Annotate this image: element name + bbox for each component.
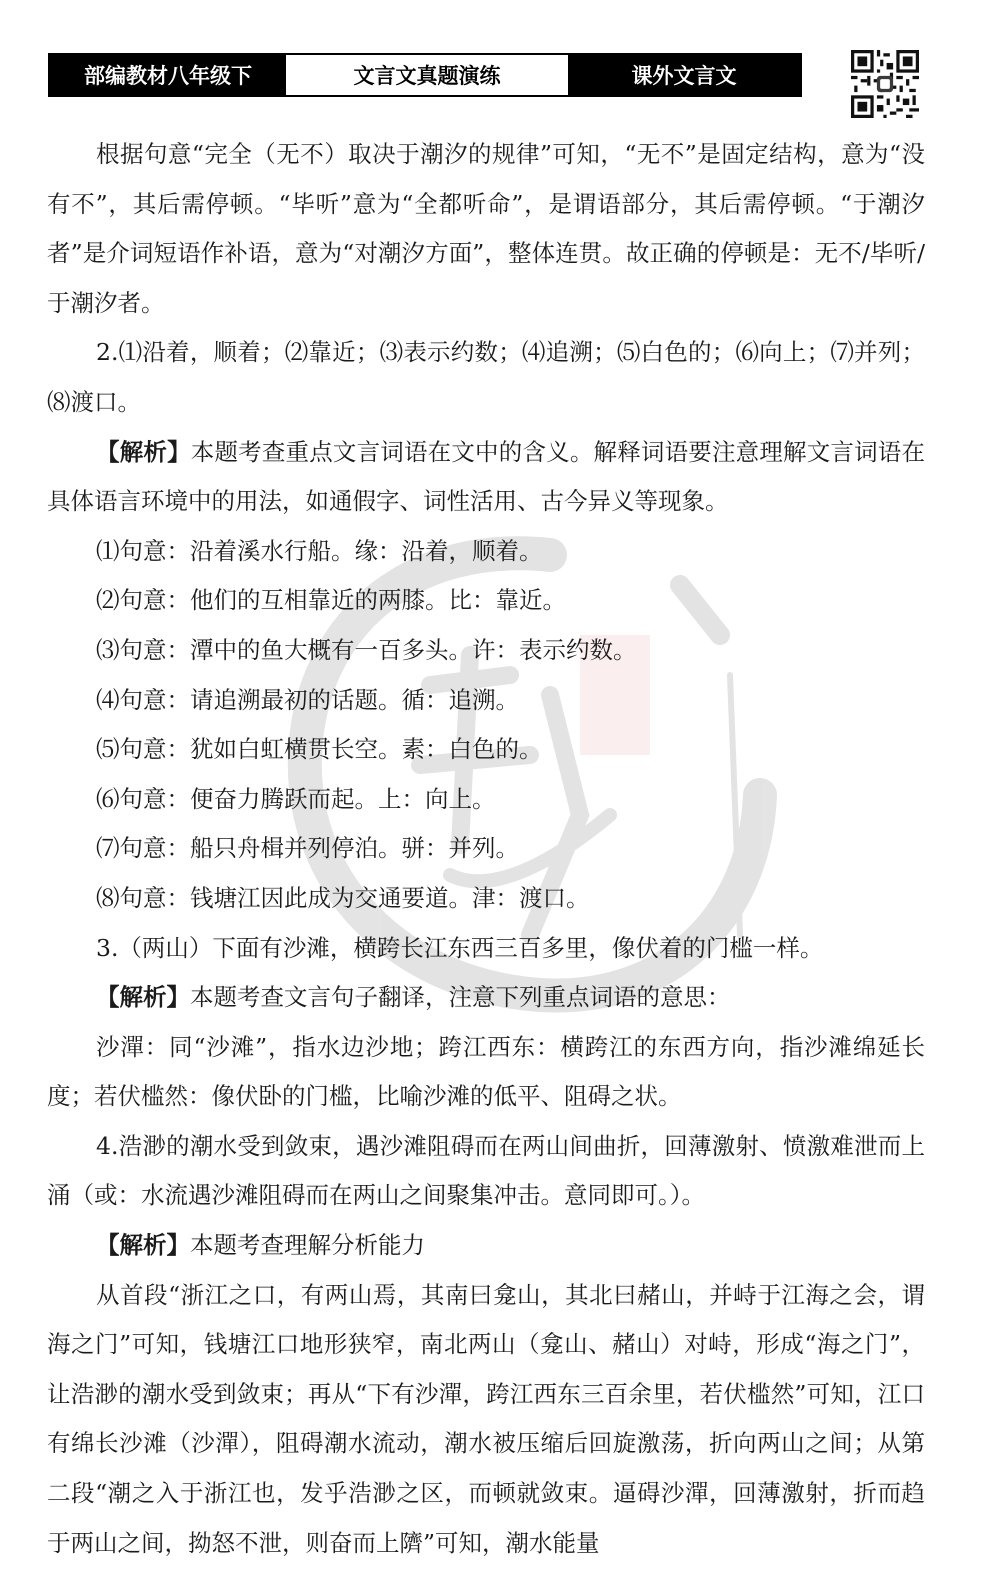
analysis-3 (47, 973, 925, 1023)
header-section-title: 文言文真题演练 (286, 55, 568, 95)
note-7: ⑺句意：船只舟楫并列停泊。骈：并列。 (96, 834, 519, 863)
vocab-notes: 沙潬：同“沙滩”，指水边沙地；跨江西东：横跨江的东西方向，指沙滩绵延长度；若伏槛然：像伏卧的门槛，比喻沙滩的低平、阻碍之状。 (47, 1032, 925, 1111)
analysis-tag: 【解析】 (96, 437, 191, 466)
note-2: ⑵句意：他们的互相靠近的两膝。比：靠近。 (96, 586, 566, 615)
qr-code-icon (851, 50, 919, 118)
note-5: ⑸句意：犹如白虹横贯长空。素：白色的。 (96, 735, 543, 764)
analysis-2-text: 本题考查重点文言词语在文中的含义。解释词语要注意理解文言词语在具体语言环境中的用法，如通假字、词性活用、古今异义等现象。 (47, 437, 925, 516)
answer-2: 2.⑴沿着，顺着；⑵靠近；⑶表示约数；⑷追溯；⑸白色的；⑹向上；⑺并列；⑻渡口。 (47, 338, 925, 416)
answer-4: 4.浩渺的潮水受到敛束，遇沙滩阻碍而在两山间曲折，回薄激射、愤激难泄而上涌（或：水流遇沙滩阻碍而在两山之间聚集冲击。意同即可。）。 (47, 1131, 925, 1210)
analysis-2 (47, 428, 925, 527)
note-1: ⑴句意：沿着溪水行船。缘：沿着，顺着。 (96, 536, 543, 565)
answer-content (47, 130, 925, 1568)
analysis-tag: 【解析】 (96, 983, 190, 1012)
header-topic-label: 课外文言文 (568, 55, 800, 95)
note-8: ⑻句意：钱塘江因此成为交通要道。津：渡口。 (96, 883, 590, 912)
analysis-3-text: 本题考查文言句子翻译，注意下列重点词语的意思： (190, 983, 731, 1012)
note-6: ⑹句意：便奋力腾跃而起。上：向上。 (96, 784, 496, 813)
analysis-4 (47, 1221, 925, 1271)
analysis-4-detail: 从首段“浙江之口，有两山焉，其南曰龛山，其北曰赭山，并峙于江海之会，谓海之门”可知，钱塘江口地形狭窄，南北两山（龛山、赭山）对峙，形成“海之门”，让浩渺的潮水受到敛束；再从“下有沙潬，跨江西东三百余里，若伏槛然”可知，江口有绵长沙滩（沙潬），阻碍潮水流动，潮水被压缩后回旋激荡，折向两山之间；从第二段“潮之入于浙江也，发乎浩渺之区，而顿就敛束。逼碍沙潬，回薄激射，折而趋于两山之间，拗怒不泄，则奋而上隮”可知，潮水能量 (47, 1280, 925, 1557)
analysis-4-text: 本题考查理解分析能力 (190, 1231, 425, 1260)
header-bar (48, 53, 802, 97)
analysis-tag: 【解析】 (96, 1231, 190, 1260)
note-4: ⑷句意：请追溯最初的话题。循：追溯。 (96, 685, 519, 714)
header-grade-label: 部编教材八年级下 (50, 55, 286, 95)
answer-3: 3.（两山）下面有沙滩，横跨长江东西三百多里，像伏着的门槛一样。 (96, 933, 824, 962)
note-3: ⑶句意：潭中的鱼大概有一百多头。许：表示约数。 (96, 635, 637, 664)
paragraph-1: 根据句意“完全（无不）取决于潮汐的规律”可知，“无不”是固定结构，意为“没有不”，其后需停顿。“毕听”意为“全都听命”，是谓语部分，其后需停顿。“于潮汐者”是介词短语作补语，意为“对潮汐方面”，整体连贯。故正确的停顿是：无不/毕听/于潮汐者。 (47, 140, 925, 317)
